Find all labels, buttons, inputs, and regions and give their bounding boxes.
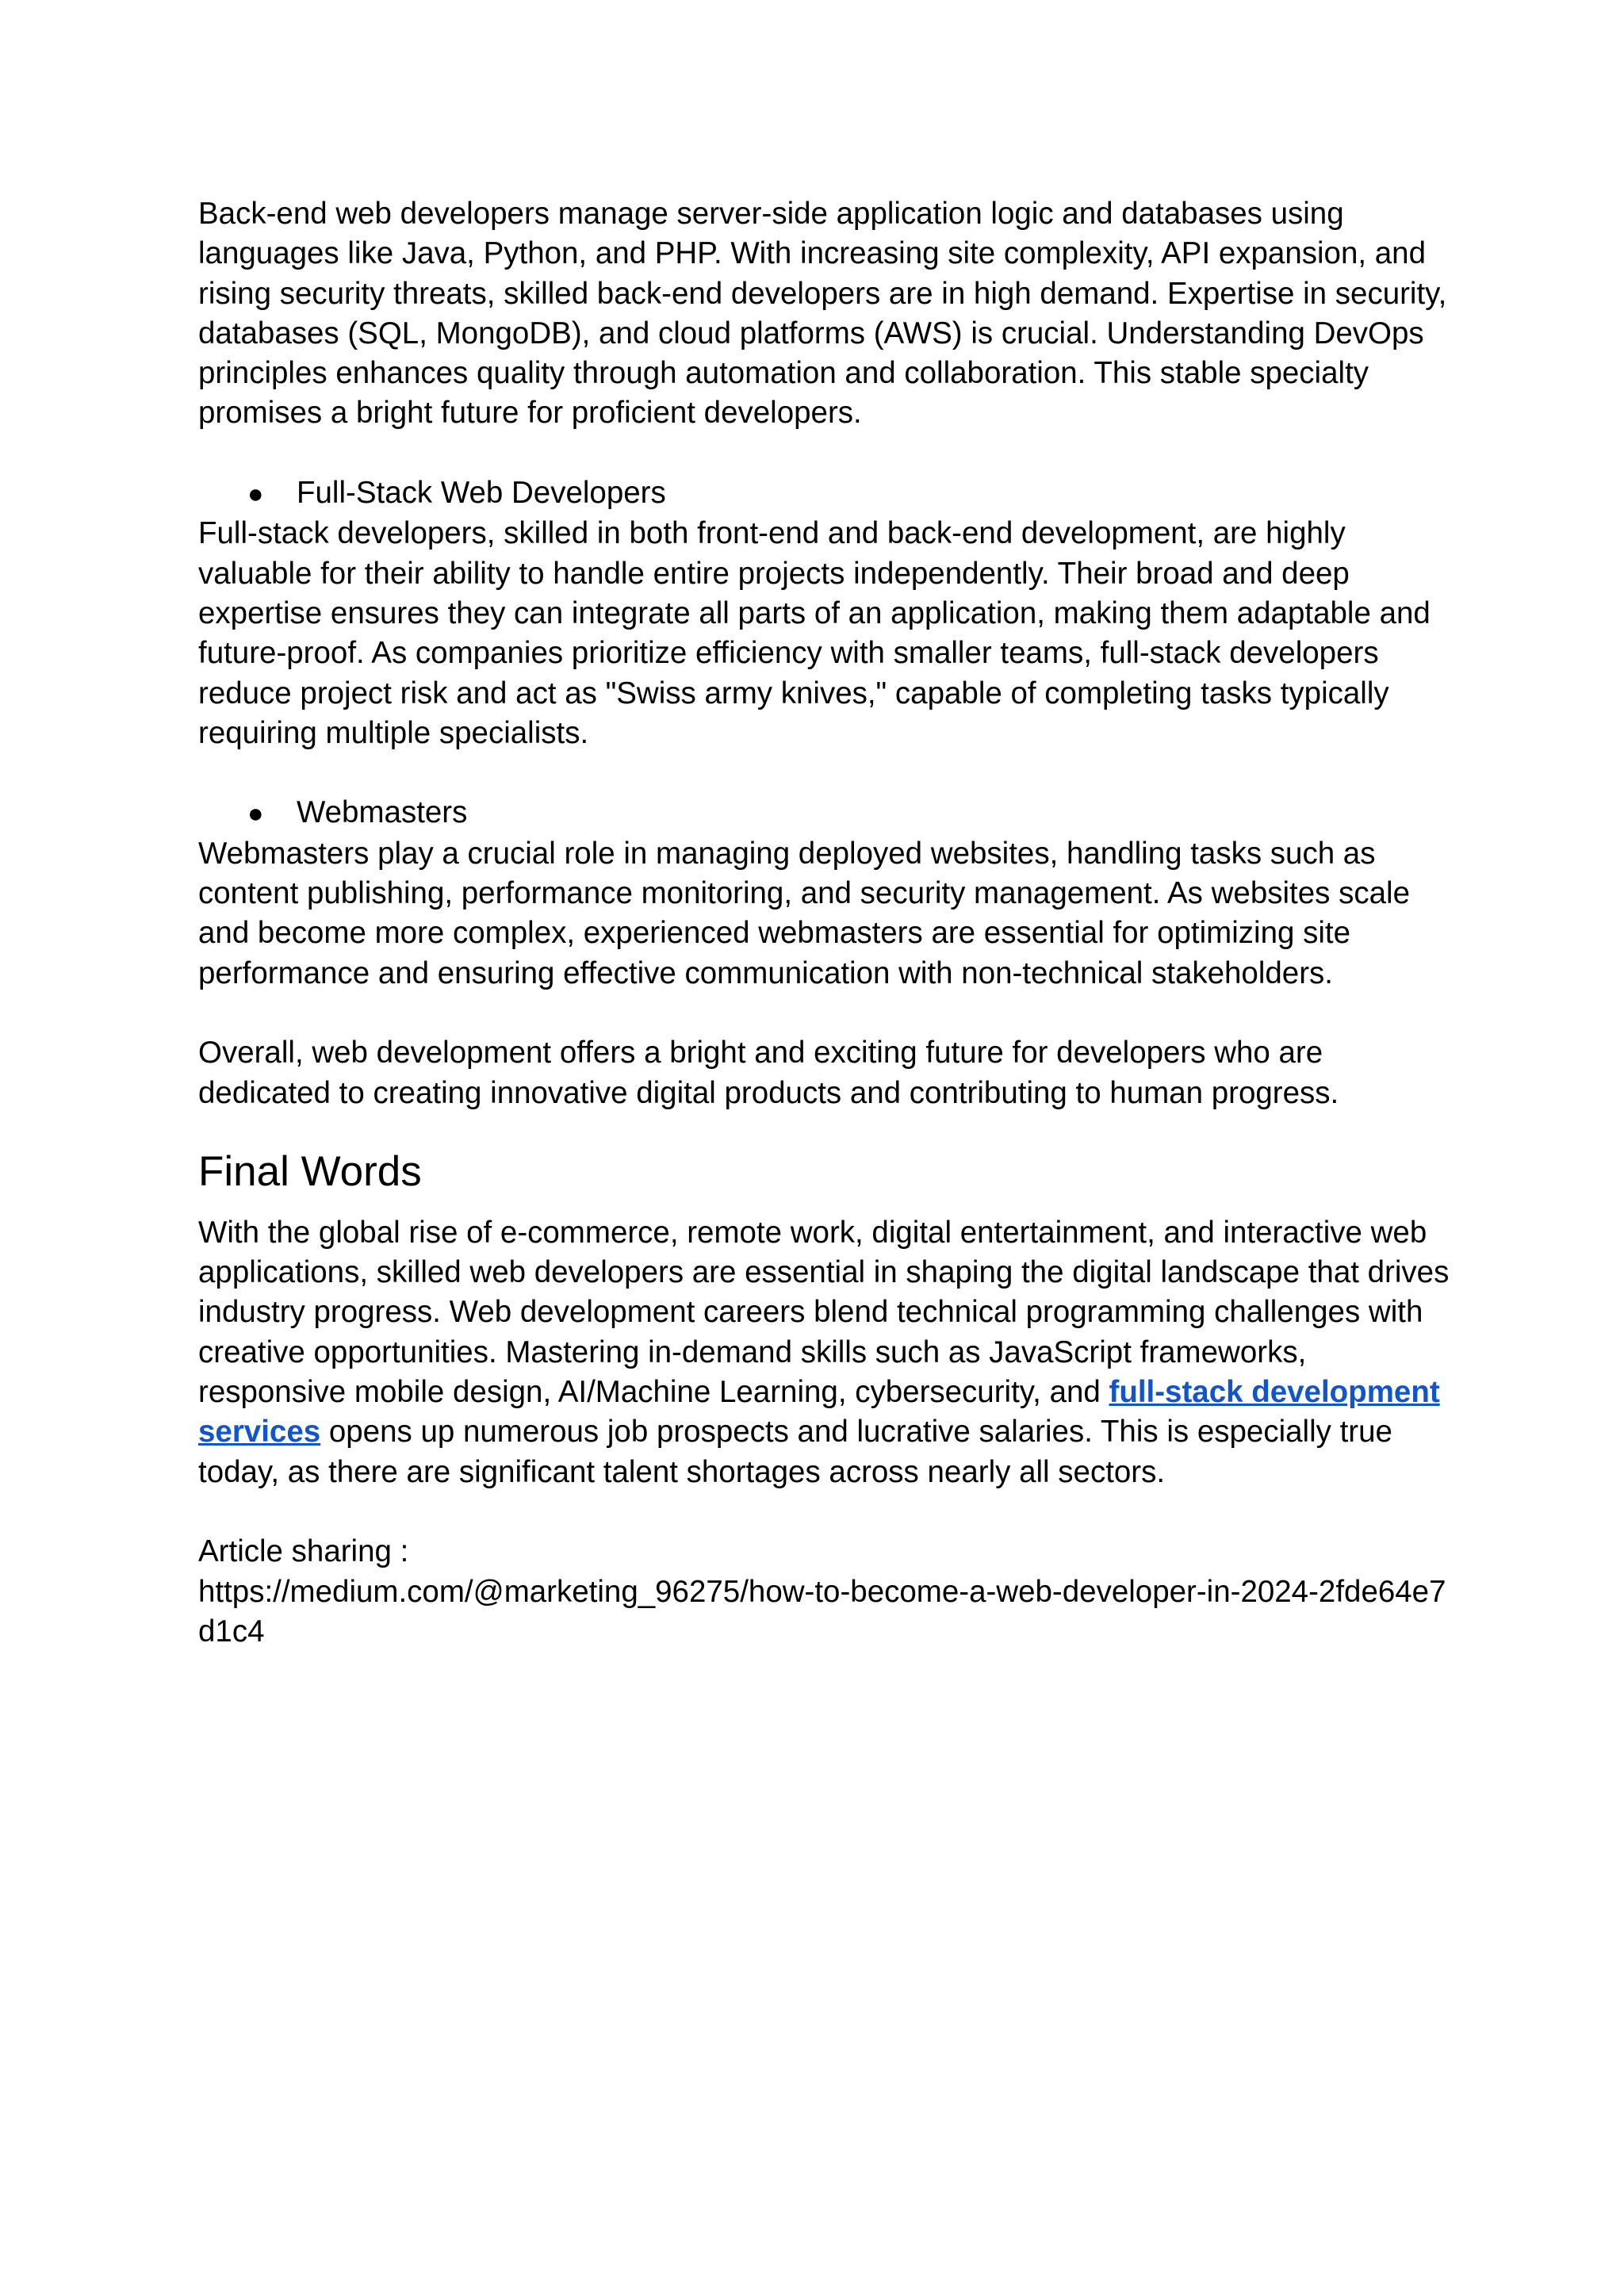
full-stack-development-services-link[interactable]: full-stack development services <box>198 1375 1440 1450</box>
spacer <box>198 994 1451 1033</box>
paragraph-overall: Overall, web development offers a bright and exciting future for developers who are dedicated to creating innovative digital products and contributing to human progress. <box>198 1036 1339 1110</box>
bullet-icon: ● <box>247 798 264 829</box>
paragraph-full-stack-developers: Full-stack developers, skilled in both front-end and back-end development, are highly valuable for their ability to handle entire projects independently. Their broad and deep expertise ensures they can integrate all parts of an application, making them adaptable and future-proof. As companies prioritize efficiency with smaller teams, full-stack developers reduce project risk and act as "Swiss army knives," capable of completing tasks typically requiring multiple specialists. <box>198 516 1431 750</box>
final-words-text-before-link: With the global rise of e-commerce, remote work, digital entertainment, and interactive web applications, skilled web developers are essential in shaping the digital landscape that drives industry progress. Web development careers blend technical programming challenges with creative opportunities. Mastering in-demand skills such as JavaScript frameworks, responsive mobile design, AI/Machine Learning, cybersecurity, and <box>198 1215 1450 1410</box>
bullet-item-webmasters <box>198 793 1451 833</box>
document-page <box>198 194 1451 1652</box>
spacer <box>198 434 1451 473</box>
paragraph-webmasters: Webmasters play a crucial role in managing deployed websites, handling tasks such as content publishing, performance monitoring, and security management. As websites scale and become more complex, experienced webmasters are essential for optimizing site performance and ensuring effective communication with non-technical stakeholders. <box>198 836 1410 990</box>
spacer <box>198 1492 1451 1532</box>
paragraph-backend-developers: Back-end web developers manage server-side application logic and databases using languages like Java, Python, and PHP. With increasing site complexity, API expansion, and rising security threats, skilled back-end developers are in high demand. Expertise in security, databases (SQL, MongoDB), and cloud platforms (AWS) is crucial. Understanding DevOps principles enhances quality through automation and collaboration. This stable specialty promises a bright future for proficient developers. <box>198 197 1447 431</box>
bullet-icon: ● <box>247 479 264 510</box>
article-sharing-url[interactable]: https://medium.com/@marketing_96275/how-to-become-a-web-developer-in-2024-2fde64e7d1c4 <box>198 1574 1446 1649</box>
bullet-item-full-stack <box>198 473 1451 514</box>
bullet-label-webmasters: Webmasters <box>297 795 468 830</box>
heading-final-words: Final Words <box>198 1147 422 1195</box>
final-words-text-after-link: opens up numerous job prospects and lucrative salaries. This is especially true today, as there are significant talent shortages across nearly all sectors. <box>198 1415 1392 1489</box>
bullet-label-full-stack: Full-Stack Web Developers <box>297 476 666 511</box>
article-sharing-label: Article sharing : <box>198 1534 409 1569</box>
paragraph-final-words <box>198 1213 1451 1492</box>
spacer <box>198 753 1451 793</box>
